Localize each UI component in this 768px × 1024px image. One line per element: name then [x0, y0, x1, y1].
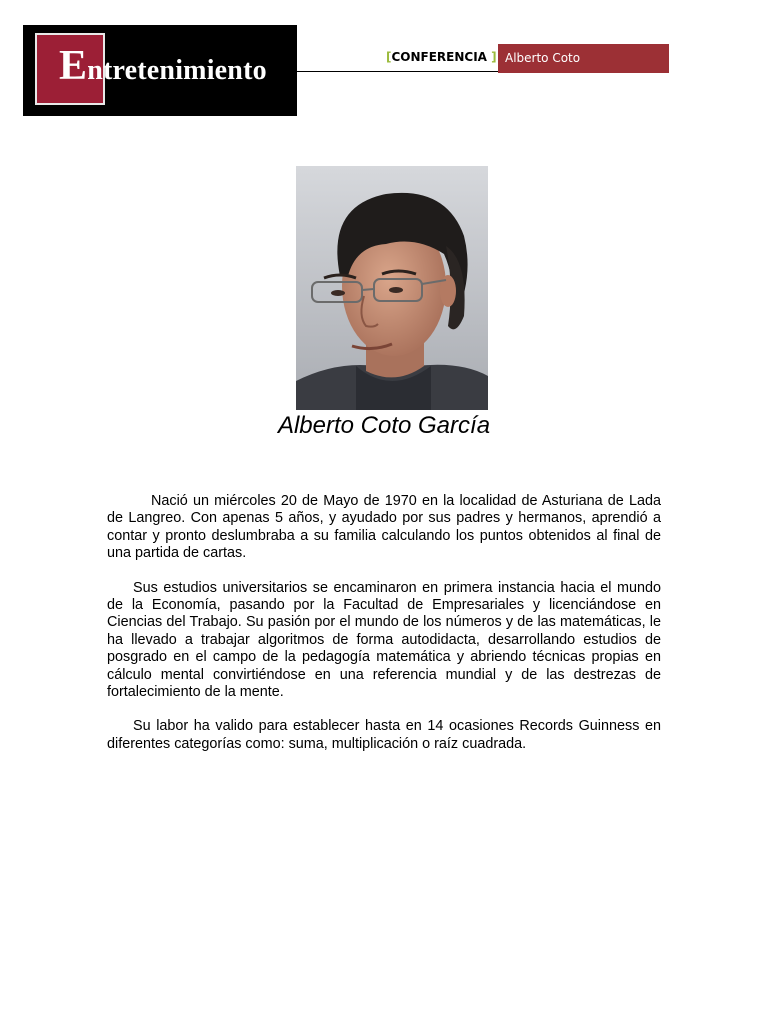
bio-paragraph-2: Sus estudios universitarios se encaminaron en primera instancia hacia el mundo de la Economía, pasando por la Facultad de Empresariales y licenciándose en Ciencias del Trabajo. Su pasión por el mundo de los números y de las matemáticas, le ha llevado a trabajar algoritmos de forma autodidacta, desarrollando estudios de posgrado en el campo de la pedagogía matemática y abriendo técnicas propias en cálculo mental convirtiéndose en una referencia mundial y de las destrezas de fortalecimiento de la mente.: [107, 579, 661, 701]
bracket-open: [: [386, 50, 392, 64]
logo-rest: ntretenimiento: [87, 55, 267, 86]
section-label-text: CONFERENCIA: [391, 50, 487, 64]
header-logo: [23, 25, 297, 116]
bio-paragraph-1: Nació un miércoles 20 de Mayo de 1970 en la localidad de Asturiana de Lada de Langreo. Con apenas 5 años, y ayudado por sus padres y hermanos, aprendió a contar y pronto deslumbraba a su familia calculando los puntos obtenidos al final de una partida de cartas.: [107, 493, 661, 562]
bracket-close: ]: [491, 50, 497, 64]
header-rule: [297, 71, 498, 72]
bio-paragraph-3: Su labor ha valido para establecer hasta en 14 ocasiones Records Guinness en diferentes categorías como: suma, multiplicación o raíz cuadrada.: [107, 718, 661, 752]
speaker-banner: Alberto Coto: [498, 44, 669, 73]
portrait-illustration: [296, 166, 488, 410]
portrait-photo: [296, 166, 488, 410]
section-label: [386, 50, 497, 64]
biography: [107, 493, 661, 770]
logo-text: [59, 42, 267, 90]
person-name: Alberto Coto García: [277, 412, 491, 439]
logo-first-letter: E: [59, 43, 88, 89]
